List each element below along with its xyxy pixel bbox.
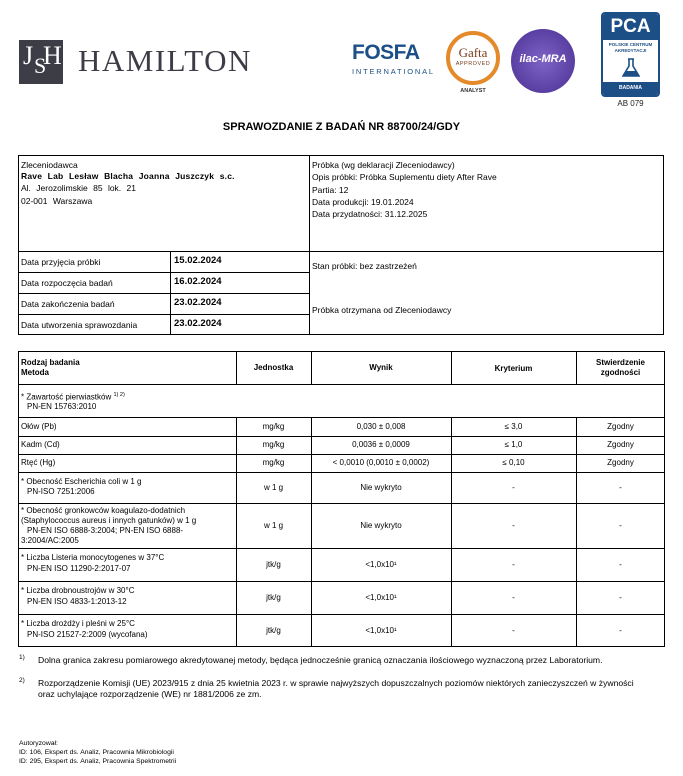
- micro-conformity: -: [619, 483, 622, 492]
- element-unit: mg/kg: [262, 458, 285, 467]
- micro-criterion: -: [512, 626, 515, 635]
- pca-number: AB 079: [617, 99, 644, 108]
- client-address-street: Al. Jerozolimskie 85 lok. 21: [21, 183, 136, 193]
- element-name: Ołów (Pb): [21, 422, 57, 431]
- ilac-mra-logo: [511, 29, 575, 93]
- element-criterion: ≤ 1,0: [504, 440, 523, 449]
- flask-icon: [622, 58, 640, 78]
- divider: [18, 472, 665, 473]
- micro-test-title: * Liczba drożdży i pleśni w 25°C: [21, 619, 135, 628]
- micro-test-method: 3:2004/AC:2005: [21, 536, 79, 545]
- footnote-reference: 1) 2): [113, 392, 125, 398]
- gafta-logo: [446, 31, 500, 85]
- element-criterion: ≤ 0,10: [502, 458, 525, 467]
- element-result: 0,0036 ± 0,0009: [352, 440, 410, 449]
- sample-expiry-date: Data przydatności: 31.12.2025: [312, 209, 428, 219]
- divider: [18, 503, 665, 504]
- divider: [236, 417, 237, 647]
- micro-result: <1,0x10¹: [365, 593, 397, 602]
- micro-conformity: -: [619, 593, 622, 602]
- micro-conformity: -: [619, 626, 622, 635]
- micro-test-title: * Liczba drobnoustrojów w 30°C: [21, 586, 135, 595]
- date-label: Data rozpoczęcia badań: [21, 278, 113, 288]
- micro-unit: jtk/g: [266, 626, 281, 635]
- element-group-title: [21, 391, 125, 402]
- micro-test-method: PN-EN ISO 6888-3:2004; PN-EN ISO 6888-: [27, 526, 184, 535]
- micro-conformity: -: [619, 521, 622, 530]
- element-criterion: ≤ 3,0: [504, 422, 523, 431]
- element-unit: mg/kg: [262, 440, 285, 449]
- micro-unit: jtk/g: [266, 593, 281, 602]
- gafta-subtitle: APPROVED: [455, 61, 491, 67]
- micro-result: <1,0x10¹: [365, 626, 397, 635]
- sample-received: Próbka otrzymana od Zleceniodawcy: [312, 305, 452, 315]
- fosfa-logo: [352, 42, 440, 76]
- pca-accreditation-logo: [601, 12, 660, 97]
- divider: [309, 155, 310, 335]
- divider: [18, 436, 665, 437]
- pca-bottom-label: BADANIA: [603, 82, 658, 95]
- header-unit: Jednostka: [253, 363, 294, 372]
- company-logo-mark: [19, 40, 63, 84]
- sample-batch: Partia: 12: [312, 185, 349, 195]
- micro-test-title: * Obecność gronkowców koagulazo-dodatnich: [21, 506, 186, 515]
- micro-result: Nie wykryto: [360, 483, 402, 492]
- micro-test-title: * Obecność Escherichia coli w 1 g: [21, 477, 142, 486]
- micro-unit: w 1 g: [263, 483, 284, 492]
- micro-test-method: PN-ISO 7251:2006: [27, 487, 95, 496]
- micro-test-title: * Liczba Listeria monocytogenes w 37°C: [21, 553, 165, 562]
- micro-criterion: -: [512, 521, 515, 530]
- date-value: 16.02.2024: [174, 276, 222, 287]
- divider: [18, 251, 664, 252]
- element-name: Rtęć (Hg): [21, 458, 56, 467]
- date-value: 15.02.2024: [174, 255, 222, 266]
- element-group-label: * Zawartość pierwiastków: [21, 392, 112, 402]
- divider: [18, 272, 309, 273]
- header-method: Metoda: [21, 368, 49, 377]
- footnote-mark: 2): [19, 677, 25, 684]
- divider: [18, 548, 665, 549]
- divider: [451, 417, 452, 647]
- header-type: Rodzaj badania: [21, 358, 80, 367]
- date-label: Data utworzenia sprawozdania: [21, 320, 138, 330]
- footnote-text: Dolna granica zakresu pomiarowego akredytowanej metody, będąca jednocześnie granicą oznaczania ilościowego wyznaczoną przez Laboratorium.: [38, 655, 603, 665]
- element-conformity: Zgodny: [607, 440, 634, 449]
- logo-letter-j: J: [23, 41, 34, 70]
- ilac-mra-text: ilac-MRA: [519, 53, 567, 65]
- divider: [18, 581, 665, 582]
- authorized-person: ID: 106, Ekspert ds. Analiz, Pracownia Mikrobiologii: [19, 749, 174, 756]
- logo-letter-h: H: [43, 41, 62, 70]
- micro-criterion: -: [512, 483, 515, 492]
- divider: [18, 614, 665, 615]
- micro-unit: jtk/g: [266, 560, 281, 569]
- gafta-word: Gafta: [458, 45, 488, 60]
- header-conformity: Stwierdzenie: [596, 358, 645, 367]
- element-conformity: Zgodny: [607, 422, 634, 431]
- micro-unit: w 1 g: [263, 521, 284, 530]
- authorized-person: ID: 295, Ekspert ds. Analiz, Pracownia Spektrometrii: [19, 758, 177, 765]
- logo-letter-s: S: [34, 53, 47, 78]
- date-label: Data przyjęcia próbki: [21, 257, 101, 267]
- element-group-method: PN-EN 15763:2010: [27, 402, 97, 411]
- element-result: < 0,0010 (0,0010 ± 0,0002): [332, 458, 430, 467]
- divider: [311, 417, 312, 647]
- header-criterion: Kryterium: [494, 364, 533, 373]
- divider: [18, 454, 665, 455]
- date-value: 23.02.2024: [174, 318, 222, 329]
- client-label: Zleceniodawca: [21, 160, 78, 170]
- header-result: Wynik: [369, 363, 393, 372]
- footnote-mark: 1): [19, 654, 25, 661]
- element-result: 0,030 ± 0,008: [356, 422, 406, 431]
- report-title: SPRAWOZDANIE Z BADAŃ NR 88700/24/GDY: [222, 121, 461, 133]
- micro-conformity: -: [619, 560, 622, 569]
- company-name: HAMILTON: [78, 43, 252, 78]
- sample-production-date: Data produkcji: 19.01.2024: [312, 197, 414, 207]
- divider: [18, 293, 309, 294]
- client-address-city: 02-001 Warszawa: [21, 196, 93, 206]
- authorized-label: Autoryzował:: [19, 740, 58, 747]
- micro-criterion: -: [512, 560, 515, 569]
- header-conformity-line2: zgodności: [600, 368, 641, 377]
- divider: [18, 314, 309, 315]
- micro-test-method: PN-EN ISO 11290-2:2017-07: [27, 564, 131, 573]
- sample-condition: Stan próbki: bez zastrzeżeń: [312, 261, 417, 271]
- micro-test-title: (Staphylococcus aureus i innych gatunków) w 1 g: [21, 516, 197, 525]
- client-name: Rave Lab Lesław Blacha Joanna Juszczyk s.c.: [21, 171, 235, 181]
- footnote-text: Rozporządzenie Komisji (UE) 2023/915 z dnia 25 kwietnia 2023 r. w sprawie najwyższych dopuszczalnych poziomów niektórych zanieczyszczeń w żywności oraz uchylające rozporządzenie (WE) nr 1881/2006 ze zm.: [38, 678, 634, 699]
- micro-test-method: PN-ISO 21527-2:2009 (wycofana): [27, 630, 148, 639]
- sample-description: Opis próbki: Próbka Suplementu diety After Rave: [312, 172, 497, 182]
- date-label: Data zakończenia badań: [21, 299, 115, 309]
- pca-subtitle: POLSKIE CENTRUM AKREDYTACJI: [608, 42, 653, 53]
- fosfa-subtitle: INTERNATIONAL: [352, 67, 435, 76]
- divider: [576, 417, 577, 647]
- micro-criterion: -: [512, 593, 515, 602]
- fosfa-word: FOSFA: [352, 41, 420, 64]
- element-unit: mg/kg: [262, 422, 285, 431]
- divider: [170, 251, 171, 335]
- element-name: Kadm (Cd): [21, 440, 60, 449]
- divider: [18, 384, 665, 385]
- micro-test-method: PN-EN ISO 4833-1:2013-12: [27, 597, 127, 606]
- date-value: 23.02.2024: [174, 297, 222, 308]
- element-conformity: Zgodny: [607, 458, 634, 467]
- gafta-caption: ANALYST: [460, 88, 486, 94]
- divider: [18, 417, 665, 418]
- micro-result: Nie wykryto: [360, 521, 402, 530]
- pca-title: PCA: [603, 14, 658, 40]
- sample-label: Próbka (wg deklaracji Zleceniodawcy): [312, 160, 455, 170]
- micro-result: <1,0x10¹: [365, 560, 397, 569]
